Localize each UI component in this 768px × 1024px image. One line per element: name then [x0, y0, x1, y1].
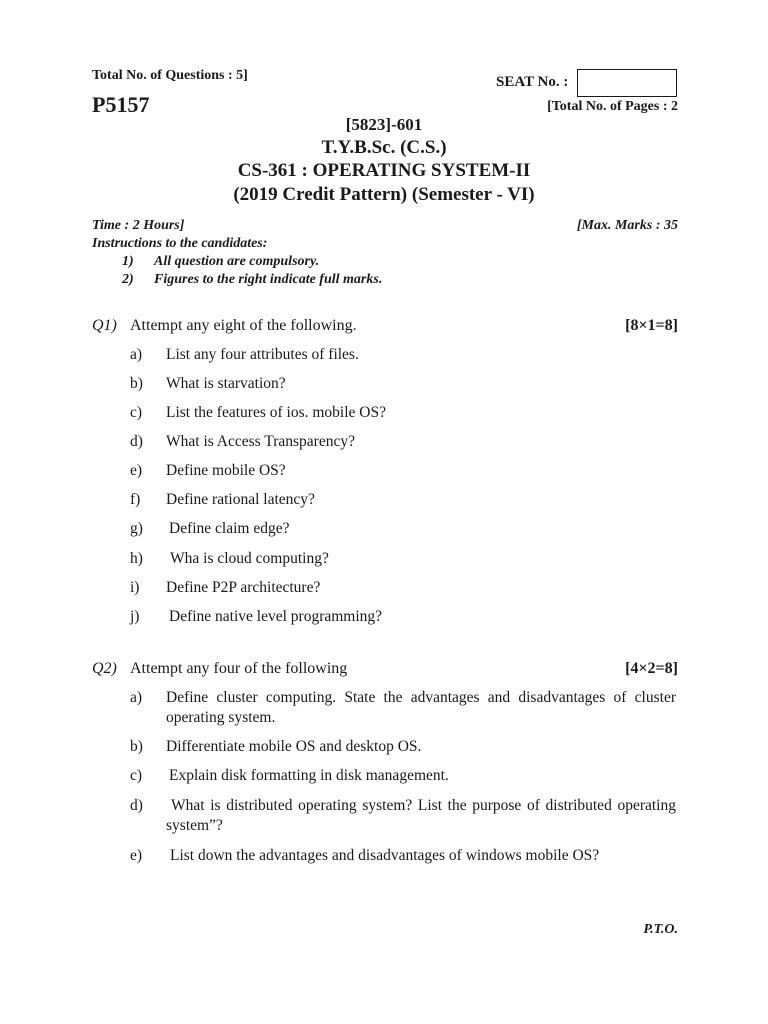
- paper-code: [5823]-601: [345, 115, 423, 134]
- option-label: a): [130, 689, 143, 706]
- total-questions: Total No. of Questions : 5]: [92, 68, 248, 83]
- option-label: i): [130, 579, 140, 596]
- option-text: What is starvation?: [166, 375, 286, 392]
- option-label: j): [130, 608, 140, 625]
- seat-number-box: [577, 69, 677, 97]
- subject-title: CS-361 : OPERATING SYSTEM-II: [237, 160, 531, 181]
- option-label: f): [130, 491, 141, 508]
- please-turn-over: P.T.O.: [643, 922, 678, 937]
- question-number: Q1): [92, 317, 117, 334]
- instructions-heading: Instructions to the candidates:: [92, 236, 268, 251]
- instruction-item: [122, 272, 382, 288]
- credit-pattern: (2019 Credit Pattern) (Semester - VI): [233, 184, 535, 205]
- option-label: c): [130, 404, 143, 421]
- paper-id: P5157: [92, 92, 150, 117]
- option-text: Define rational latency?: [166, 491, 315, 508]
- question-text: Attempt any eight of the following.: [130, 317, 357, 334]
- option-label: c): [130, 767, 143, 784]
- instruction-number: 2): [122, 272, 134, 287]
- option-text: Wha is cloud computing?: [170, 550, 329, 567]
- option-label: d): [130, 797, 143, 814]
- option-text: Explain disk formatting in disk management.: [169, 767, 449, 784]
- option-text: List the features of ios. mobile OS?: [166, 404, 386, 421]
- option-text: What is Access Transparency?: [166, 433, 355, 450]
- option-label: b): [130, 738, 143, 755]
- option-text: Differentiate mobile OS and desktop OS.: [166, 738, 422, 755]
- option-label: e): [130, 462, 143, 479]
- question-number: Q2): [92, 660, 117, 677]
- option-text: Define P2P architecture?: [166, 579, 321, 596]
- option-text: Define mobile OS?: [166, 462, 286, 479]
- instruction-number: 1): [122, 254, 134, 269]
- instruction-item: [122, 254, 319, 270]
- question-text: Attempt any four of the following: [130, 660, 348, 677]
- option-label: d): [130, 433, 143, 450]
- question-marks: [8×1=8]: [625, 317, 678, 334]
- max-marks: [Max. Marks : 35: [576, 218, 678, 233]
- course-title: T.Y.B.Sc. (C.S.): [321, 137, 447, 158]
- option-text: Define cluster computing. State the advantages and disadvantages of cluster operating system.: [166, 689, 676, 726]
- exam-time: Time : 2 Hours]: [92, 218, 185, 233]
- instruction-text: Figures to the right indicate full marks.: [154, 272, 383, 287]
- option-text: What is distributed operating system? List the purpose of distributed operating system”?: [166, 797, 676, 834]
- option-label: a): [130, 346, 143, 363]
- option-text: List any four attributes of files.: [166, 346, 359, 363]
- option-label: b): [130, 375, 143, 392]
- total-pages: [Total No. of Pages : 2: [547, 99, 678, 114]
- instruction-text: All question are compulsory.: [154, 254, 320, 269]
- option-text: Define native level programming?: [169, 608, 383, 625]
- seat-number-label: SEAT No. :: [496, 74, 569, 90]
- question-marks: [4×2=8]: [625, 660, 678, 677]
- option-label: g): [130, 520, 143, 537]
- option-label: h): [130, 550, 143, 567]
- option-label: e): [130, 847, 143, 864]
- option-text: Define claim edge?: [169, 520, 290, 537]
- option-text: List down the advantages and disadvantages of windows mobile OS?: [170, 847, 600, 864]
